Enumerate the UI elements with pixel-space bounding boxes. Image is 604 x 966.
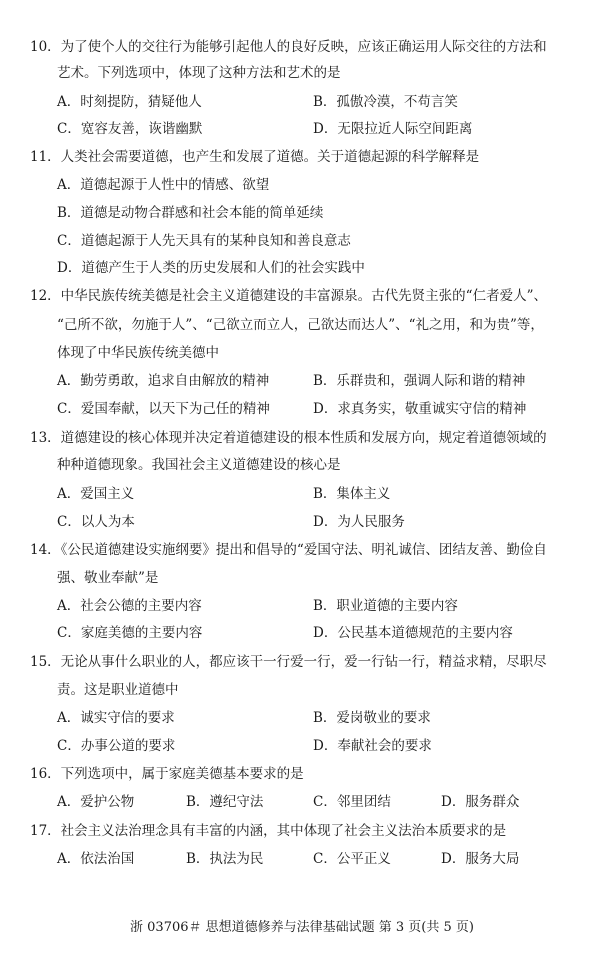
question-14-option-a: A．社会公德的主要内容 xyxy=(57,598,202,614)
question-12-stem-line-2: “己所不欲，勿施于人”、“己欲立而立人，己欲达而达人”、“礼之用，和为贵”等， xyxy=(57,317,544,333)
question-10-option-c: C．宽容友善，诙谐幽默 xyxy=(57,121,203,137)
question-14-option-d: D．公民基本道德规范的主要内容 xyxy=(313,625,513,641)
question-16-option-b: B．遵纪守法 xyxy=(186,794,264,810)
question-14-stem-line-2: 强、敬业奉献”是 xyxy=(57,570,159,586)
question-15-option-a: A．诚实守信的要求 xyxy=(57,710,175,726)
question-16-option-c: C．邻里团结 xyxy=(313,794,391,810)
question-17-stem-line-1: 17．社会主义法治理念具有丰富的内涵，其中体现了社会主义法治本质要求的是 xyxy=(30,823,507,839)
question-17-option-d: D．服务大局 xyxy=(441,851,520,867)
question-17-option-b: B．执法为民 xyxy=(186,851,264,867)
question-16-option-d: D．服务群众 xyxy=(441,794,520,810)
question-15-option-d: D．奉献社会的要求 xyxy=(313,738,432,754)
question-11-option-c: C．道德起源于人先天具有的某种良知和善良意志 xyxy=(57,233,351,249)
question-17-option-c: C．公平正义 xyxy=(313,851,391,867)
question-15-option-c: C．办事公道的要求 xyxy=(57,738,176,754)
question-13-option-c: C．以人为本 xyxy=(57,514,135,530)
question-10-option-d: D．无限拉近人际空间距离 xyxy=(313,121,473,137)
question-15-stem-line-1: 15．无论从事什么职业的人，都应该干一行爱一行，爱一行钻一行，精益求精，尽职尽 xyxy=(30,654,547,670)
question-10-stem-line-1: 10．为了使个人的交往行为能够引起他人的良好反映，应该正确运用人际交往的方法和 xyxy=(30,39,547,55)
question-14-option-c: C．家庭美德的主要内容 xyxy=(57,625,203,641)
question-12-stem-line-1: 12．中华民族传统美德是社会主义道德建设的丰富源泉。古代先贤主张的“仁者爱人”、 xyxy=(30,288,547,304)
question-10-stem-line-2: 艺术。下列选项中，体现了这种方法和艺术的是 xyxy=(57,65,341,81)
question-12-option-c: C．爱国奉献，以天下为己任的精神 xyxy=(57,401,270,417)
question-15-option-b: B．爱岗敬业的要求 xyxy=(313,710,431,726)
question-10-option-a: A．时刻提防，猜疑他人 xyxy=(57,94,202,110)
question-17-option-a: A．依法治国 xyxy=(57,851,135,867)
question-11-option-b: B．道德是动物合群感和社会本能的简单延续 xyxy=(57,205,324,221)
question-16-stem-line-1: 16．下列选项中，属于家庭美德基本要求的是 xyxy=(30,766,304,782)
question-12-option-d: D．求真务实，敬重诚实守信的精神 xyxy=(313,401,527,417)
question-14-stem-line-1: 14．《公民道德建设实施纲要》提出和倡导的“爱国守法、明礼诚信、团结友善、勤俭自 xyxy=(30,542,547,558)
question-10-option-b: B．孤傲冷漠，不苟言笑 xyxy=(313,94,458,110)
question-11-stem-line-1: 11．人类社会需要道德，也产生和发展了道德。关于道德起源的科学解释是 xyxy=(30,149,480,165)
question-13-option-b: B．集体主义 xyxy=(313,486,391,502)
question-11-option-a: A．道德起源于人性中的情感、欲望 xyxy=(57,177,270,193)
question-14-option-b: B．职业道德的主要内容 xyxy=(313,598,458,614)
question-12-stem-line-3: 体现了中华民族传统美德中 xyxy=(57,345,219,361)
page-footer: 浙 03706＃ 思想道德修养与法律基础试题 第 3 页(共 5 页) xyxy=(130,920,474,935)
question-13-option-a: A．爱国主义 xyxy=(57,486,135,502)
question-12-option-b: B．乐群贵和，强调人际和谐的精神 xyxy=(313,373,526,389)
question-13-stem-line-1: 13．道德建设的核心体现并决定着道德建设的根本性质和发展方向，规定着道德领域的 xyxy=(30,430,547,446)
question-11-option-d: D．道德产生于人类的历史发展和人们的社会实践中 xyxy=(57,260,365,276)
question-13-stem-line-2: 种种道德现象。我国社会主义道德建设的核心是 xyxy=(57,457,341,473)
question-12-option-a: A．勤劳勇敢，追求自由解放的精神 xyxy=(57,373,270,389)
question-15-stem-line-2: 责。这是职业道德中 xyxy=(57,682,179,698)
question-13-option-d: D．为人民服务 xyxy=(313,514,405,530)
question-16-option-a: A．爱护公物 xyxy=(57,794,135,810)
